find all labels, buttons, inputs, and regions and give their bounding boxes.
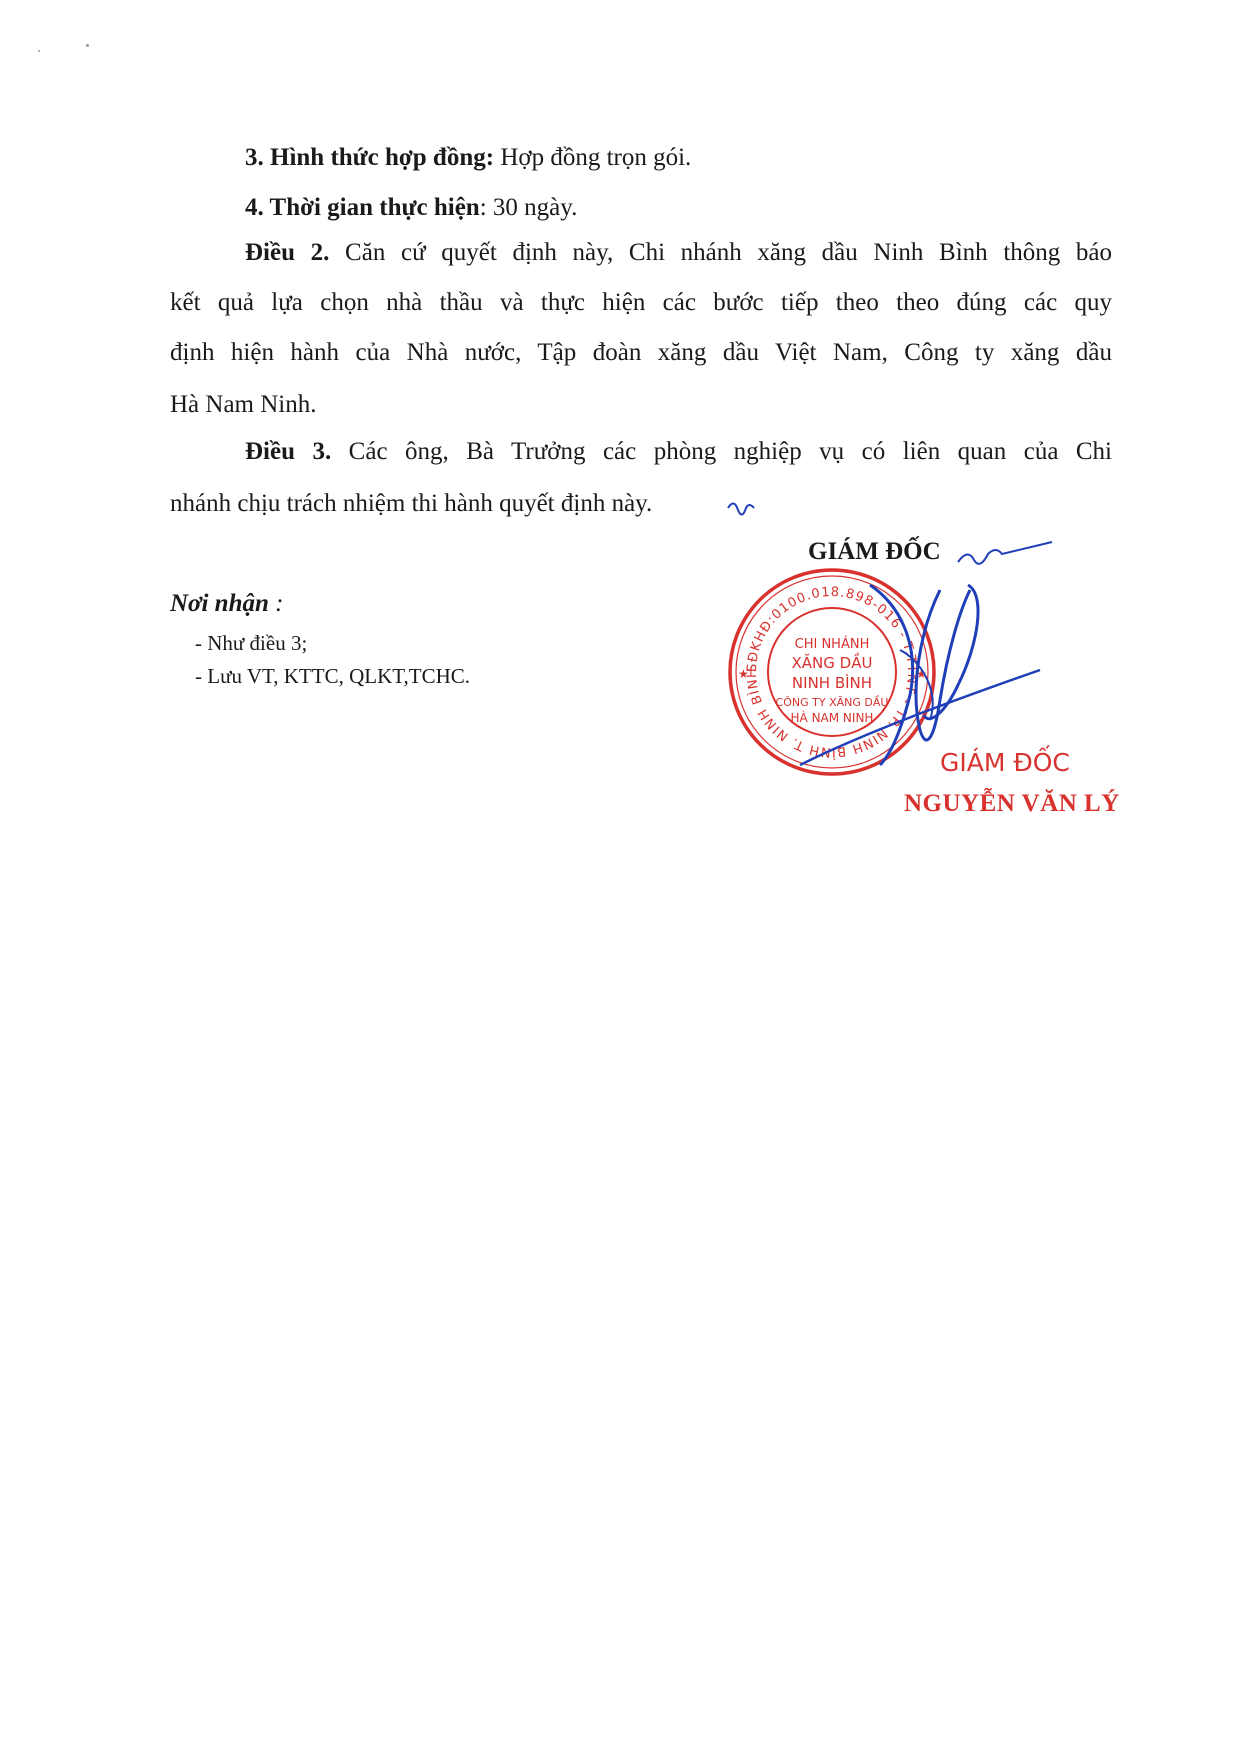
item-3-label: 3. Hình thức hợp đồng:: [245, 144, 495, 171]
recipients-label: Nơi nhận: [170, 590, 269, 617]
article-2-line-3: định hiện hành của Nhà nước, Tập đoàn xăng dầu Việt Nam, Công ty xăng dầu: [170, 339, 1112, 366]
seal-line-2: XĂNG DẦU: [791, 654, 873, 672]
contract-form-line: [245, 143, 1187, 173]
recipients-colon: :: [268, 590, 284, 617]
signer-name: NGUYỄN VĂN LÝ: [904, 790, 1120, 817]
scan-speck: [38, 50, 40, 52]
seal-graphic: [722, 562, 942, 782]
item-4-value: : 30 ngày.: [479, 194, 578, 221]
seal-star-icon: ★: [738, 667, 749, 681]
svg-text:SĐKHĐ:0100.018.898-016 - T.TTN: [745, 585, 919, 760]
article-3-label: Điều 3.: [245, 438, 332, 465]
duration-line: [245, 193, 1187, 223]
article-2-line-1: [245, 238, 1112, 268]
recipient-item: - Lưu VT, KTTC, QLKT,TCHC.: [195, 664, 471, 688]
article-3-line-2: nhánh chịu trách nhiệm thi hành quyết định này.: [170, 490, 653, 517]
article-2-text: Căn cứ quyết định này, Chi nhánh xăng dầu Ninh Bình thông báo: [329, 239, 1113, 266]
recipient-item: - Như điều 3;: [195, 631, 308, 655]
item-4-label: 4. Thời gian thực hiện: [245, 194, 480, 221]
article-3-line-1: [245, 437, 1112, 467]
seal-line-5: HÀ NAM NINH: [790, 711, 874, 725]
item-3-value: Hợp đồng trọn gói.: [494, 144, 692, 171]
scan-speck: [86, 44, 89, 47]
stamp-title: GIÁM ĐỐC: [940, 748, 1070, 777]
seal-star-icon: ★: [916, 667, 927, 681]
article-2-line-2: kết quả lựa chọn nhà thầu và thực hiện các bước tiếp theo theo đúng các quy: [170, 289, 1112, 316]
seal-ring-text: SĐKHĐ:0100.018.898-016 - T.TTNT - TP. NINH BÌNH T. NINH BÌNH: [744, 584, 920, 760]
seal-line-1: CHI NHÁNH: [794, 637, 870, 652]
article-2-label: Điều 2.: [245, 239, 330, 266]
article-2-line-4: Hà Nam Ninh.: [170, 391, 317, 418]
seal-line-3: NINH BÌNH: [791, 674, 873, 692]
recipients-title: [170, 590, 283, 618]
company-seal: [722, 562, 942, 782]
article-3-text: Các ông, Bà Trưởng các phòng nghiệp vụ có liên quan của Chi: [331, 438, 1113, 465]
seal-line-4: CÔNG TY XĂNG DẦU: [775, 696, 889, 709]
signature-title: GIÁM ĐỐC: [808, 538, 941, 565]
